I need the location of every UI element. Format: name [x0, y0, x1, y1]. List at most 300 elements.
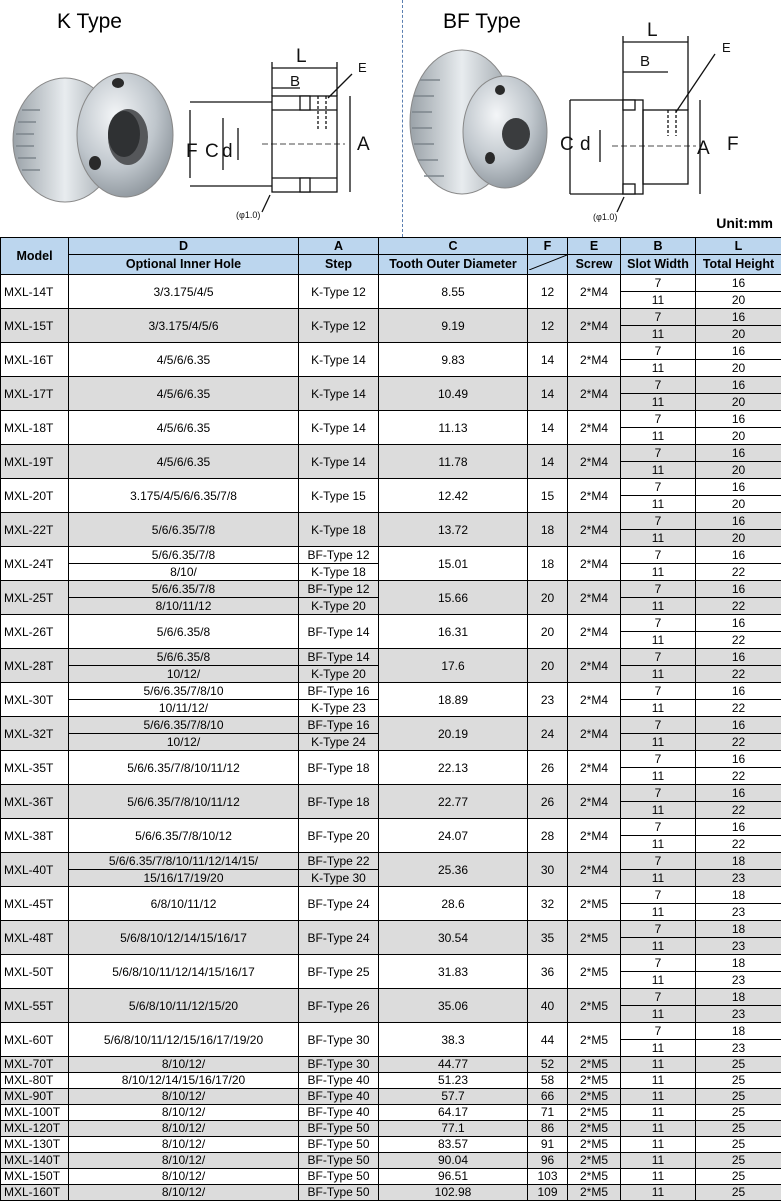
slot-width-cell: 11	[621, 1006, 696, 1023]
model-cell: MXL-26T	[1, 615, 69, 649]
step-cell: BF-Type 50	[299, 1169, 379, 1185]
slot-width-cell: 11	[621, 1121, 696, 1137]
f-cell: 109	[528, 1185, 568, 1201]
step-cell: BF-Type 24	[299, 921, 379, 955]
model-cell: MXL-140T	[1, 1153, 69, 1169]
header-f-sub	[528, 255, 568, 275]
slot-width-cell: 7	[621, 751, 696, 768]
screw-cell: 2*M5	[568, 887, 621, 921]
slot-width-cell: 11	[621, 802, 696, 819]
slot-width-cell: 11	[621, 836, 696, 853]
slot-width-cell: 11	[621, 870, 696, 887]
slot-width-cell: 11	[621, 292, 696, 309]
slot-width-cell: 7	[621, 309, 696, 326]
total-height-cell: 20	[696, 326, 781, 343]
slot-width-cell: 7	[621, 785, 696, 802]
f-cell: 35	[528, 921, 568, 955]
total-height-cell: 25	[696, 1185, 781, 1201]
total-height-cell: 25	[696, 1169, 781, 1185]
total-height-cell: 25	[696, 1073, 781, 1089]
svg-text:A: A	[357, 134, 370, 155]
tooth-diameter-cell: 18.89	[379, 683, 528, 717]
model-cell: MXL-70T	[1, 1057, 69, 1073]
slot-width-cell: 11	[621, 1089, 696, 1105]
step-cell: K-Type 14	[299, 445, 379, 479]
inner-hole-cell: 4/5/6/6.35	[69, 343, 299, 377]
svg-text:(φ1.0): (φ1.0)	[236, 210, 260, 220]
slot-width-cell: 7	[621, 921, 696, 938]
inner-hole-cell: 8/10/12/	[69, 1057, 299, 1073]
slot-width-cell: 7	[621, 649, 696, 666]
tooth-diameter-cell: 24.07	[379, 819, 528, 853]
total-height-cell: 20	[696, 496, 781, 513]
model-cell: MXL-19T	[1, 445, 69, 479]
tooth-diameter-cell: 10.49	[379, 377, 528, 411]
total-height-cell: 25	[696, 1153, 781, 1169]
inner-hole-cell: 5/6/8/10/11/12/15/20	[69, 989, 299, 1023]
slot-width-cell: 7	[621, 275, 696, 292]
screw-cell: 2*M5	[568, 1057, 621, 1073]
f-cell: 32	[528, 887, 568, 921]
slot-width-cell: 7	[621, 411, 696, 428]
total-height-cell: 23	[696, 1006, 781, 1023]
total-height-cell: 22	[696, 564, 781, 581]
step-cell: K-Type 24	[299, 734, 379, 751]
inner-hole-cell: 5/6/6.35/7/8/10	[69, 683, 299, 700]
f-cell: 14	[528, 377, 568, 411]
slot-width-cell: 7	[621, 479, 696, 496]
total-height-cell: 16	[696, 343, 781, 360]
step-cell: K-Type 23	[299, 700, 379, 717]
step-cell: BF-Type 50	[299, 1153, 379, 1169]
screw-cell: 2*M4	[568, 649, 621, 683]
tooth-diameter-cell: 13.72	[379, 513, 528, 547]
screw-cell: 2*M4	[568, 683, 621, 717]
total-height-cell: 25	[696, 1105, 781, 1121]
screw-cell: 2*M4	[568, 445, 621, 479]
tooth-diameter-cell: 31.83	[379, 955, 528, 989]
tooth-diameter-cell: 11.13	[379, 411, 528, 445]
f-cell: 20	[528, 649, 568, 683]
svg-text:B: B	[640, 53, 650, 70]
table-row	[1, 343, 781, 360]
model-cell: MXL-16T	[1, 343, 69, 377]
tooth-diameter-cell: 51.23	[379, 1073, 528, 1089]
slot-width-cell: 11	[621, 598, 696, 615]
slot-width-cell: 7	[621, 717, 696, 734]
slot-width-cell: 11	[621, 326, 696, 343]
slot-width-cell: 11	[621, 1153, 696, 1169]
inner-hole-cell: 10/11/12/	[69, 700, 299, 717]
model-cell: MXL-100T	[1, 1105, 69, 1121]
f-cell: 40	[528, 989, 568, 1023]
slot-width-cell: 11	[621, 496, 696, 513]
tooth-diameter-cell: 57.7	[379, 1089, 528, 1105]
slot-width-cell: 11	[621, 1185, 696, 1201]
svg-text:E: E	[722, 40, 731, 55]
total-height-cell: 22	[696, 836, 781, 853]
slot-width-cell: 7	[621, 853, 696, 870]
total-height-cell: 16	[696, 751, 781, 768]
f-cell: 18	[528, 547, 568, 581]
inner-hole-cell: 3/3.175/4/5	[69, 275, 299, 309]
model-cell: MXL-50T	[1, 955, 69, 989]
model-cell: MXL-150T	[1, 1169, 69, 1185]
table-row	[1, 1089, 781, 1105]
bf-type-dimension-labels	[560, 20, 739, 222]
slot-width-cell: 7	[621, 887, 696, 904]
f-cell: 96	[528, 1153, 568, 1169]
inner-hole-cell: 10/12/	[69, 666, 299, 683]
tooth-diameter-cell: 83.57	[379, 1137, 528, 1153]
slot-width-cell: 7	[621, 445, 696, 462]
inner-hole-cell: 10/12/	[69, 734, 299, 751]
header-a: A	[299, 238, 379, 255]
f-cell: 18	[528, 513, 568, 547]
f-cell: 52	[528, 1057, 568, 1073]
model-cell: MXL-80T	[1, 1073, 69, 1089]
slot-width-cell: 11	[621, 1169, 696, 1185]
screw-cell: 2*M5	[568, 1153, 621, 1169]
header-model: Model	[1, 238, 69, 275]
k-type-title: K Type	[57, 10, 122, 34]
inner-hole-cell: 4/5/6/6.35	[69, 445, 299, 479]
model-cell: MXL-90T	[1, 1089, 69, 1105]
step-cell: BF-Type 40	[299, 1105, 379, 1121]
total-height-cell: 16	[696, 785, 781, 802]
total-height-cell: 20	[696, 360, 781, 377]
f-cell: 66	[528, 1089, 568, 1105]
table-row	[1, 1057, 781, 1073]
step-cell: BF-Type 26	[299, 989, 379, 1023]
total-height-cell: 16	[696, 445, 781, 462]
total-height-cell: 25	[696, 1137, 781, 1153]
inner-hole-cell: 5/6/6.35/7/8	[69, 581, 299, 598]
inner-hole-cell: 8/10/12/	[69, 1185, 299, 1201]
step-cell: BF-Type 30	[299, 1057, 379, 1073]
f-cell: 26	[528, 751, 568, 785]
step-cell: K-Type 14	[299, 411, 379, 445]
header-d: D	[69, 238, 299, 255]
total-height-cell: 20	[696, 428, 781, 445]
inner-hole-cell: 8/10/12/	[69, 1121, 299, 1137]
total-height-cell: 22	[696, 598, 781, 615]
slot-width-cell: 11	[621, 700, 696, 717]
total-height-cell: 23	[696, 870, 781, 887]
step-cell: BF-Type 18	[299, 751, 379, 785]
f-cell: 14	[528, 343, 568, 377]
header-l-sub: Total Height	[696, 255, 781, 275]
slot-width-cell: 7	[621, 615, 696, 632]
pulley-drawings	[0, 0, 781, 237]
inner-hole-cell: 5/6/8/10/12/14/15/16/17	[69, 921, 299, 955]
total-height-cell: 25	[696, 1121, 781, 1137]
total-height-cell: 23	[696, 904, 781, 921]
inner-hole-cell: 5/6/6.35/7/8/10/11/12	[69, 785, 299, 819]
tooth-diameter-cell: 15.66	[379, 581, 528, 615]
slot-width-cell: 7	[621, 343, 696, 360]
total-height-cell: 25	[696, 1057, 781, 1073]
tooth-diameter-cell: 17.6	[379, 649, 528, 683]
inner-hole-cell: 8/10/12/	[69, 1153, 299, 1169]
screw-cell: 2*M4	[568, 479, 621, 513]
k-type-dimension-labels	[186, 46, 370, 220]
total-height-cell: 18	[696, 955, 781, 972]
total-height-cell: 16	[696, 615, 781, 632]
total-height-cell: 16	[696, 717, 781, 734]
model-cell: MXL-35T	[1, 751, 69, 785]
table-row	[1, 1153, 781, 1169]
total-height-cell: 22	[696, 734, 781, 751]
screw-cell: 2*M5	[568, 955, 621, 989]
screw-cell: 2*M4	[568, 513, 621, 547]
screw-cell: 2*M4	[568, 853, 621, 887]
step-cell: BF-Type 40	[299, 1089, 379, 1105]
tooth-diameter-cell: 102.98	[379, 1185, 528, 1201]
model-cell: MXL-40T	[1, 853, 69, 887]
total-height-cell: 16	[696, 479, 781, 496]
model-cell: MXL-17T	[1, 377, 69, 411]
total-height-cell: 20	[696, 462, 781, 479]
total-height-cell: 25	[696, 1089, 781, 1105]
f-cell: 12	[528, 309, 568, 343]
step-cell: BF-Type 50	[299, 1121, 379, 1137]
svg-text:B: B	[290, 73, 300, 90]
slot-width-cell: 7	[621, 989, 696, 1006]
screw-cell: 2*M4	[568, 581, 621, 615]
total-height-cell: 16	[696, 377, 781, 394]
step-cell: K-Type 15	[299, 479, 379, 513]
slot-width-cell: 11	[621, 972, 696, 989]
model-cell: MXL-45T	[1, 887, 69, 921]
total-height-cell: 18	[696, 853, 781, 870]
slot-width-cell: 11	[621, 734, 696, 751]
slot-width-cell: 11	[621, 1137, 696, 1153]
table-row	[1, 785, 781, 802]
step-cell: BF-Type 22	[299, 853, 379, 870]
bf-type-pulley-photo	[410, 50, 547, 194]
slot-width-cell: 7	[621, 683, 696, 700]
table-row	[1, 1185, 781, 1201]
svg-text:d: d	[580, 134, 591, 155]
model-cell: MXL-22T	[1, 513, 69, 547]
inner-hole-cell: 4/5/6/6.35	[69, 377, 299, 411]
tooth-diameter-cell: 77.1	[379, 1121, 528, 1137]
svg-text:L: L	[296, 46, 307, 67]
model-cell: MXL-55T	[1, 989, 69, 1023]
product-illustrations	[0, 0, 781, 237]
tooth-diameter-cell: 30.54	[379, 921, 528, 955]
total-height-cell: 22	[696, 632, 781, 649]
tooth-diameter-cell: 90.04	[379, 1153, 528, 1169]
inner-hole-cell: 8/10/12/14/15/16/17/20	[69, 1073, 299, 1089]
model-cell: MXL-25T	[1, 581, 69, 615]
table-row	[1, 921, 781, 938]
tooth-diameter-cell: 20.19	[379, 717, 528, 751]
f-cell: 23	[528, 683, 568, 717]
table-row	[1, 309, 781, 326]
step-cell: BF-Type 18	[299, 785, 379, 819]
svg-text:d: d	[222, 141, 233, 162]
svg-text:A: A	[697, 138, 710, 159]
screw-cell: 2*M4	[568, 615, 621, 649]
tooth-diameter-cell: 12.42	[379, 479, 528, 513]
table-row	[1, 615, 781, 632]
model-cell: MXL-130T	[1, 1137, 69, 1153]
f-cell: 20	[528, 581, 568, 615]
header-d-sub: Optional Inner Hole	[69, 255, 299, 275]
total-height-cell: 16	[696, 309, 781, 326]
slot-width-cell: 11	[621, 394, 696, 411]
total-height-cell: 23	[696, 1040, 781, 1057]
tooth-diameter-cell: 11.78	[379, 445, 528, 479]
inner-hole-cell: 3.175/4/5/6/6.35/7/8	[69, 479, 299, 513]
step-cell: BF-Type 30	[299, 1023, 379, 1057]
model-cell: MXL-38T	[1, 819, 69, 853]
step-cell: BF-Type 20	[299, 819, 379, 853]
total-height-cell: 16	[696, 683, 781, 700]
header-b-sub: Slot Width	[621, 255, 696, 275]
table-row	[1, 377, 781, 394]
screw-cell: 2*M5	[568, 1121, 621, 1137]
inner-hole-cell: 5/6/6.35/7/8	[69, 513, 299, 547]
step-cell: BF-Type 12	[299, 581, 379, 598]
inner-hole-cell: 4/5/6/6.35	[69, 411, 299, 445]
model-cell: MXL-48T	[1, 921, 69, 955]
tooth-diameter-cell: 28.6	[379, 887, 528, 921]
step-cell: K-Type 14	[299, 377, 379, 411]
tooth-diameter-cell: 44.77	[379, 1057, 528, 1073]
total-height-cell: 20	[696, 394, 781, 411]
step-cell: K-Type 30	[299, 870, 379, 887]
screw-cell: 2*M5	[568, 1089, 621, 1105]
screw-cell: 2*M4	[568, 377, 621, 411]
slot-width-cell: 7	[621, 955, 696, 972]
total-height-cell: 20	[696, 292, 781, 309]
table-row	[1, 751, 781, 768]
table-row	[1, 1023, 781, 1040]
model-cell: MXL-14T	[1, 275, 69, 309]
total-height-cell: 16	[696, 581, 781, 598]
f-cell: 58	[528, 1073, 568, 1089]
screw-cell: 2*M4	[568, 411, 621, 445]
bf-type-title: BF Type	[443, 10, 521, 34]
table-row	[1, 479, 781, 496]
step-cell: BF-Type 40	[299, 1073, 379, 1089]
model-cell: MXL-160T	[1, 1185, 69, 1201]
slot-width-cell: 11	[621, 938, 696, 955]
slot-width-cell: 11	[621, 530, 696, 547]
svg-text:F: F	[186, 141, 198, 162]
header-b: B	[621, 238, 696, 255]
total-height-cell: 16	[696, 649, 781, 666]
screw-cell: 2*M4	[568, 819, 621, 853]
tooth-diameter-cell: 15.01	[379, 547, 528, 581]
tooth-diameter-cell: 9.19	[379, 309, 528, 343]
inner-hole-cell: 3/3.175/4/5/6	[69, 309, 299, 343]
total-height-cell: 22	[696, 700, 781, 717]
tooth-diameter-cell: 64.17	[379, 1105, 528, 1121]
inner-hole-cell: 8/10/11/12	[69, 598, 299, 615]
step-cell: K-Type 20	[299, 598, 379, 615]
f-cell: 36	[528, 955, 568, 989]
total-height-cell: 16	[696, 411, 781, 428]
header-e-sub: Screw	[568, 255, 621, 275]
f-cell: 86	[528, 1121, 568, 1137]
slot-width-cell: 7	[621, 547, 696, 564]
slot-width-cell: 11	[621, 564, 696, 581]
tooth-diameter-cell: 22.13	[379, 751, 528, 785]
step-cell: BF-Type 14	[299, 649, 379, 666]
slot-width-cell: 7	[621, 513, 696, 530]
f-cell: 14	[528, 445, 568, 479]
header-f: F	[528, 238, 568, 255]
table-row	[1, 581, 781, 598]
screw-cell: 2*M5	[568, 1105, 621, 1121]
inner-hole-cell: 8/10/12/	[69, 1089, 299, 1105]
diagonal-line	[529, 255, 567, 270]
total-height-cell: 18	[696, 1023, 781, 1040]
table-row	[1, 411, 781, 428]
screw-cell: 2*M4	[568, 343, 621, 377]
slot-width-cell: 11	[621, 360, 696, 377]
total-height-cell: 22	[696, 768, 781, 785]
step-cell: K-Type 20	[299, 666, 379, 683]
table-row	[1, 989, 781, 1006]
step-cell: BF-Type 25	[299, 955, 379, 989]
step-cell: BF-Type 12	[299, 547, 379, 564]
f-cell: 44	[528, 1023, 568, 1057]
slot-width-cell: 7	[621, 581, 696, 598]
slot-width-cell: 11	[621, 1105, 696, 1121]
inner-hole-cell: 8/10/12/	[69, 1137, 299, 1153]
total-height-cell: 16	[696, 275, 781, 292]
slot-width-cell: 11	[621, 1040, 696, 1057]
screw-cell: 2*M4	[568, 751, 621, 785]
inner-hole-cell: 5/6/6.35/7/8/10/11/12	[69, 751, 299, 785]
table-row	[1, 275, 781, 292]
table-row	[1, 717, 781, 734]
model-cell: MXL-120T	[1, 1121, 69, 1137]
f-cell: 91	[528, 1137, 568, 1153]
k-type-dimension-drawing	[190, 62, 352, 212]
total-height-cell: 23	[696, 972, 781, 989]
inner-hole-cell: 6/8/10/11/12	[69, 887, 299, 921]
unit-label: Unit:mm	[716, 215, 773, 231]
svg-text:E: E	[358, 60, 367, 75]
tooth-diameter-cell: 35.06	[379, 989, 528, 1023]
step-cell: K-Type 12	[299, 309, 379, 343]
total-height-cell: 23	[696, 938, 781, 955]
total-height-cell: 22	[696, 802, 781, 819]
screw-cell: 2*M5	[568, 1185, 621, 1201]
total-height-cell: 16	[696, 513, 781, 530]
svg-text:(φ1.0): (φ1.0)	[593, 212, 617, 222]
slot-width-cell: 7	[621, 377, 696, 394]
screw-cell: 2*M5	[568, 1073, 621, 1089]
svg-text:C: C	[560, 134, 574, 155]
model-cell: MXL-32T	[1, 717, 69, 751]
table-row	[1, 547, 781, 564]
total-height-cell: 22	[696, 666, 781, 683]
tooth-diameter-cell: 38.3	[379, 1023, 528, 1057]
step-cell: K-Type 18	[299, 513, 379, 547]
tooth-diameter-cell: 8.55	[379, 275, 528, 309]
inner-hole-cell: 8/10/12/	[69, 1105, 299, 1121]
table-row	[1, 887, 781, 904]
screw-cell: 2*M5	[568, 921, 621, 955]
inner-hole-cell: 5/6/6.35/8	[69, 649, 299, 666]
